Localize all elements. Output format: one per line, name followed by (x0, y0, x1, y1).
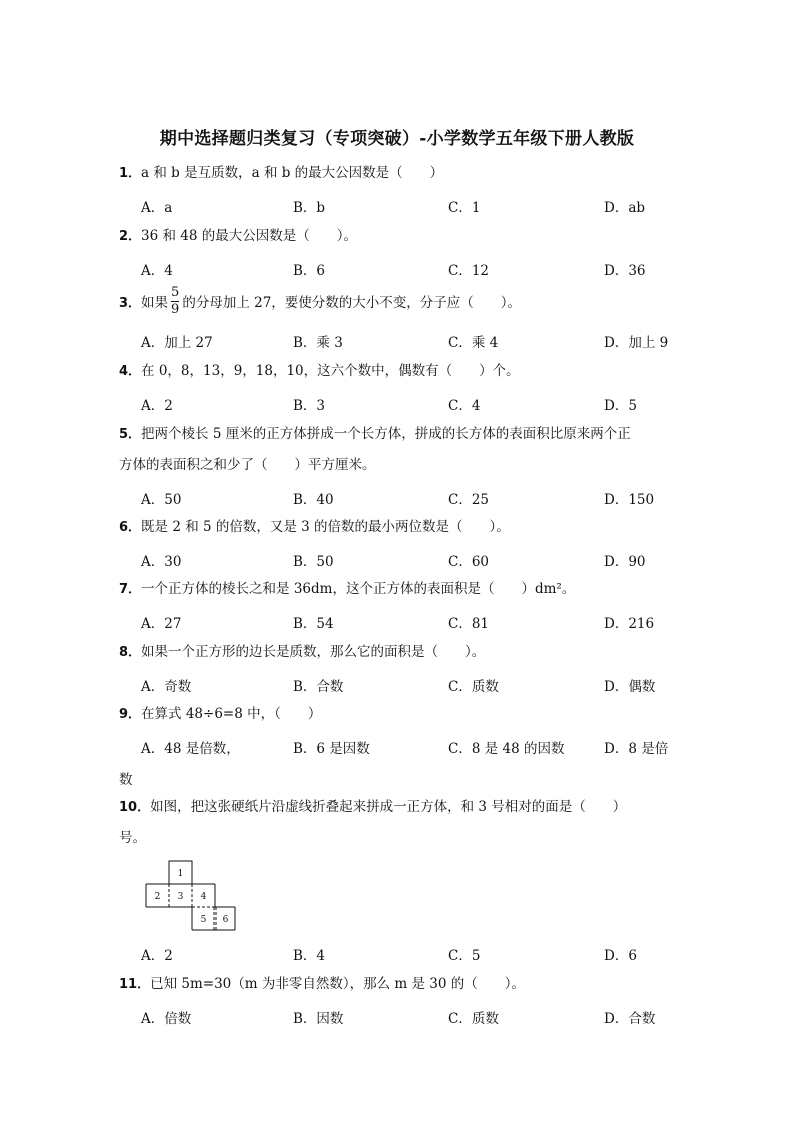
question-1 (119, 158, 679, 189)
options-4 (141, 394, 701, 418)
option-d[interactable]: D．偶数 (604, 679, 656, 695)
question-10-line2 (119, 823, 679, 854)
net-label-5: 5 (200, 915, 207, 925)
options-1 (141, 196, 701, 220)
net-label-1: 1 (177, 869, 184, 879)
options-10 (141, 944, 701, 968)
option-b[interactable]: B．4 (293, 948, 326, 964)
option-b[interactable]: B．3 (293, 398, 326, 414)
options-8 (141, 675, 701, 699)
option-b[interactable]: B．40 (293, 492, 334, 508)
cube-net-figure (140, 856, 240, 936)
question-8 (119, 637, 679, 668)
question-text: 既是 2 和 5 的倍数，又是 3 的倍数的最小两位数是（ ）。 (141, 519, 510, 535)
option-d[interactable]: D．ab (604, 200, 646, 216)
option-c[interactable]: C．8 是 48 的因数 (448, 741, 565, 757)
option-a[interactable]: A．倍数 (141, 1011, 192, 1027)
question-number: 11． (119, 977, 151, 992)
net-label-4: 4 (200, 892, 207, 902)
options-6 (141, 550, 701, 574)
question-5-line2 (119, 450, 679, 481)
option-a[interactable]: A．a (141, 200, 173, 216)
option-c[interactable]: C．1 (448, 200, 481, 216)
option-c[interactable]: C．4 (448, 398, 481, 414)
option-d[interactable]: D．36 (604, 263, 646, 279)
option-d[interactable]: D．216 (604, 616, 655, 632)
option-c[interactable]: C．81 (448, 616, 490, 632)
page-title: 期中选择题归类复习（专项突破）-小学数学五年级下册人教版 (159, 129, 635, 149)
option-c[interactable]: C．25 (448, 492, 490, 508)
options-7 (141, 612, 701, 636)
option-c[interactable]: C．60 (448, 554, 490, 570)
question-number: 3． (119, 296, 142, 311)
question-number: 5． (119, 427, 142, 442)
question-2 (119, 221, 679, 252)
question-11 (119, 969, 679, 1000)
question-9 (119, 699, 679, 730)
question-6 (119, 512, 679, 543)
question-number: 6． (119, 520, 142, 535)
question-10 (119, 792, 679, 823)
option-b[interactable]: B．乘 3 (293, 335, 343, 351)
options-2 (141, 259, 701, 283)
question-text: 在算式 48÷6=8 中，（ ） (141, 706, 322, 722)
option-c[interactable]: C．12 (448, 263, 490, 279)
question-3 (119, 285, 679, 319)
question-text: a 和 b 是互质数，a 和 b 的最大公因数是（ ） (141, 165, 444, 181)
question-text: 已知 5m=30（m 为非零自然数），那么 m 是 30 的（ ）。 (150, 976, 526, 992)
question-7 (119, 574, 679, 605)
question-number: 2． (119, 229, 142, 244)
option-b[interactable]: B．b (293, 200, 326, 216)
option-a[interactable]: A．奇数 (141, 679, 192, 695)
question-number: 7． (119, 582, 142, 597)
question-text: 如果一个正方形的边长是质数，那么它的面积是（ ）。 (141, 644, 486, 660)
fraction-numerator: 5 (171, 285, 180, 300)
option-a[interactable]: A．4 (141, 263, 173, 279)
question-text: 在 0，8，13，9，18，10，这六个数中，偶数有（ ）个。 (141, 363, 520, 379)
option-a[interactable]: A．加上 27 (141, 335, 213, 351)
option-a[interactable]: A．2 (141, 398, 173, 414)
option-b[interactable]: B．因数 (293, 1011, 344, 1027)
question-number: 8． (119, 645, 142, 660)
options-9 (141, 737, 701, 761)
question-text-after: 的分母加上 27，要使分数的大小不变，分子应（ ）。 (182, 295, 522, 311)
option-b[interactable]: B．50 (293, 554, 334, 570)
option-a[interactable]: A．30 (141, 554, 182, 570)
option-a[interactable]: A．27 (141, 616, 182, 632)
question-number: 10． (119, 800, 151, 815)
question-text-line1: 把两个棱长 5 厘米的正方体拼成一个长方体，拼成的长方体的表面积比原来两个正 (141, 426, 631, 442)
option-b[interactable]: B．6 (293, 263, 326, 279)
net-label-6: 6 (222, 915, 229, 925)
option-c[interactable]: C．5 (448, 948, 481, 964)
question-number: 1． (119, 166, 142, 181)
option-b[interactable]: B．合数 (293, 679, 344, 695)
option-d[interactable]: D．90 (604, 554, 646, 570)
option-a[interactable]: A．48 是倍数， (141, 741, 240, 757)
option-continuation: 数 (119, 772, 133, 788)
options-11 (141, 1007, 701, 1031)
question-text: 36 和 48 的最大公因数是（ ）。 (141, 228, 358, 244)
fraction (171, 286, 179, 317)
fraction-denominator: 9 (171, 302, 180, 317)
option-c[interactable]: C．质数 (448, 679, 499, 695)
question-text-line1: 如图，把这张硬纸片沿虚线折叠起来拼成一正方体，和 3 号相对的面是（ ） (150, 799, 627, 815)
question-number: 9． (119, 707, 142, 722)
question-text-line2: 号。 (119, 830, 146, 846)
option-c[interactable]: C．乘 4 (448, 335, 499, 351)
question-text: 一个正方体的棱长之和是 36dm，这个正方体的表面积是（ ）dm²。 (141, 581, 576, 597)
option-c[interactable]: C．质数 (448, 1011, 499, 1027)
options-3 (141, 331, 701, 355)
option-a[interactable]: A．50 (141, 492, 182, 508)
option-d[interactable]: D．5 (604, 398, 637, 414)
question-number: 4． (119, 364, 142, 379)
option-b[interactable]: B．54 (293, 616, 334, 632)
option-d[interactable]: D．150 (604, 492, 655, 508)
question-text-line2: 方体的表面积之和少了（ ）平方厘米。 (119, 457, 376, 473)
question-4 (119, 356, 679, 387)
option-d[interactable]: D．6 (604, 948, 637, 964)
question-text-before: 如果 (141, 295, 169, 311)
option-a[interactable]: A．2 (141, 948, 173, 964)
net-label-3: 3 (177, 892, 184, 902)
option-d[interactable]: D．加上 9 (604, 335, 669, 351)
net-label-2: 2 (154, 892, 161, 902)
options-5 (141, 488, 701, 512)
question-5 (119, 419, 679, 450)
option-d[interactable]: D．8 是倍 (604, 741, 669, 757)
option-d[interactable]: D．合数 (604, 1011, 656, 1027)
option-b[interactable]: B．6 是因数 (293, 741, 370, 757)
